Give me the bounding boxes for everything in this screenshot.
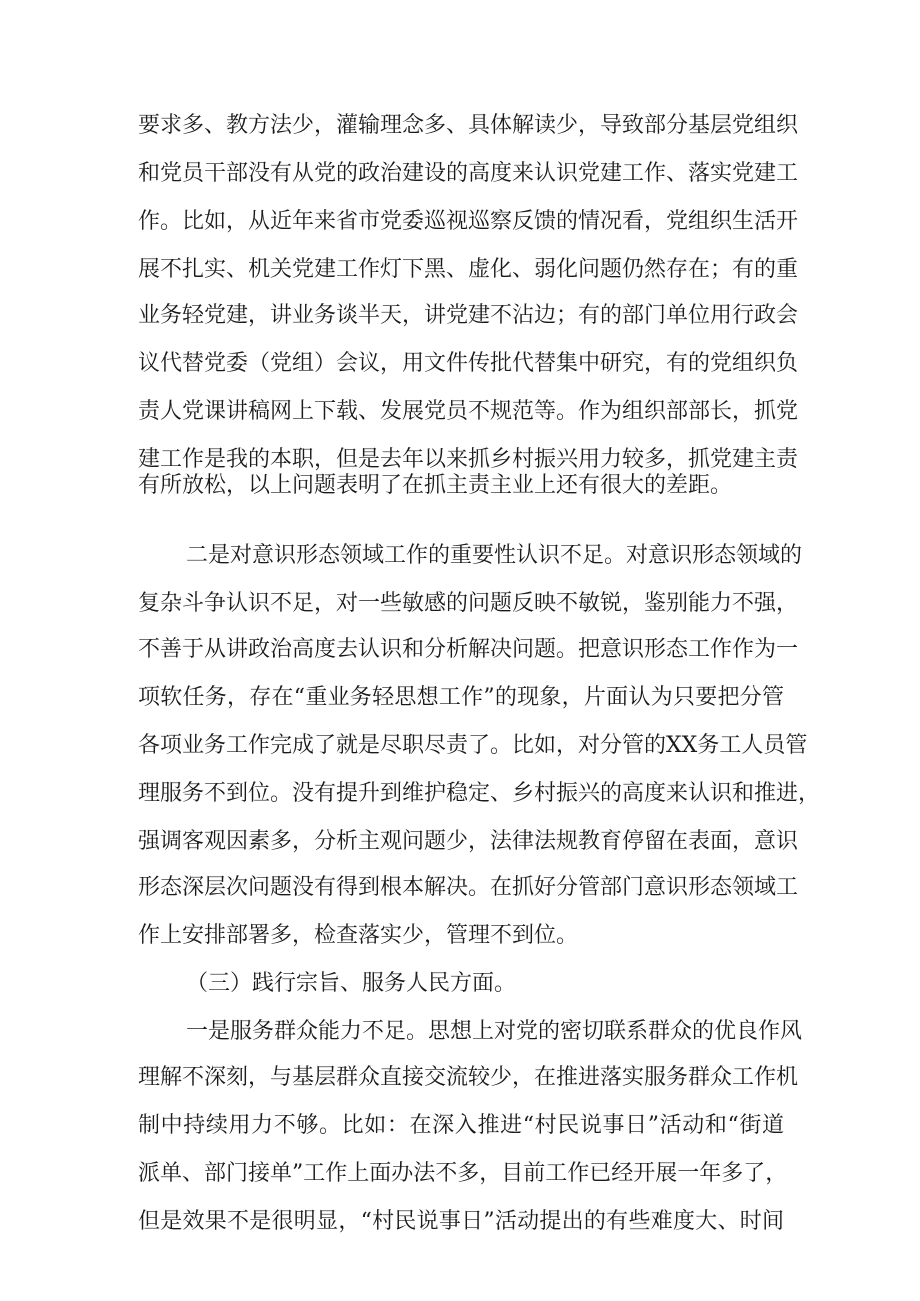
paragraph-3-line-4: 派单、部门接单”工作上面办法不多，目前工作已经开展一年多了， bbox=[138, 1161, 788, 1186]
paragraph-2-line-5: 各项业务工作完成了就是尽职尽责了。比如，对分管的XX务工人员管 bbox=[138, 733, 808, 758]
paragraph-1-line-3: 作。比如，从近年来省市党委巡视巡察反馈的情况看，党组织生活开 bbox=[138, 209, 799, 234]
paragraph-2-line-7: 强调客观因素多，分析主观问题少，法律法规教育停留在表面，意识 bbox=[138, 829, 799, 854]
paragraph-1-line-8: 建工作是我的本职，但是去年以来抓乡村振兴用力较多，抓党建主责 bbox=[138, 447, 799, 472]
paragraph-2-line-4: 项软任务，存在“重业务轻思想工作”的现象，片面认为只要把分管 bbox=[138, 685, 784, 710]
paragraph-2-line-9: 作上安排部署多，检查落实少，管理不到位。 bbox=[138, 923, 579, 948]
paragraph-1-line-7: 责人党课讲稿网上下载、发展党员不规范等。作为组织部部长，抓党 bbox=[138, 399, 799, 424]
paragraph-3-line-3: 制中持续用力不够。比如：在深入推进“村民说事日”活动和“街道 bbox=[138, 1113, 784, 1138]
paragraph-2-line-3: 不善于从讲政治高度去认识和分析解决问题。把意识形态工作作为一 bbox=[138, 637, 799, 662]
paragraph-2-line-1: 二是对意识形态领域工作的重要性认识不足。对意识形态领域的 bbox=[186, 543, 803, 568]
paragraph-2-line-2: 复杂斗争认识不足，对一些敏感的问题反映不敏锐，鉴别能力不强， bbox=[138, 591, 799, 616]
section-heading-3: （三）践行宗旨、服务人民方面。 bbox=[186, 971, 517, 996]
paragraph-1-line-1: 要求多、教方法少，灌输理念多、具体解读少，导致部分基层党组织 bbox=[138, 113, 799, 138]
paragraph-3-line-5: 但是效果不是很明显，“村民说事日”活动提出的有些难度大、时间 bbox=[138, 1209, 784, 1234]
paragraph-1-line-4: 展不扎实、机关党建工作灯下黑、虚化、弱化问题仍然存在；有的重 bbox=[138, 257, 799, 282]
paragraph-1-line-6: 议代替党委（党组）会议，用文件传批代替集中研究，有的党组织负 bbox=[138, 351, 799, 376]
paragraph-1-line-5: 业务轻党建，讲业务谈半天，讲党建不沾边；有的部门单位用行政会 bbox=[138, 303, 799, 328]
paragraph-1-line-9: 有所放松，以上问题表明了在抓主责主业上还有很大的差距。 bbox=[138, 473, 733, 498]
paragraph-3-line-2: 理解不深刻，与基层群众直接交流较少，在推进落实服务群众工作机 bbox=[138, 1065, 799, 1090]
paragraph-3-line-1: 一是服务群众能力不足。思想上对党的密切联系群众的优良作风 bbox=[186, 1019, 803, 1044]
paragraph-1-line-2: 和党员干部没有从党的政治建设的高度来认识党建工作、落实党建工 bbox=[138, 161, 799, 186]
paragraph-2-line-8: 形态深层次问题没有得到根本解决。在抓好分管部门意识形态领域工 bbox=[138, 875, 799, 900]
paragraph-2-line-6: 理服务不到位。没有提升到维护稳定、乡村振兴的高度来认识和推进， bbox=[138, 781, 821, 806]
